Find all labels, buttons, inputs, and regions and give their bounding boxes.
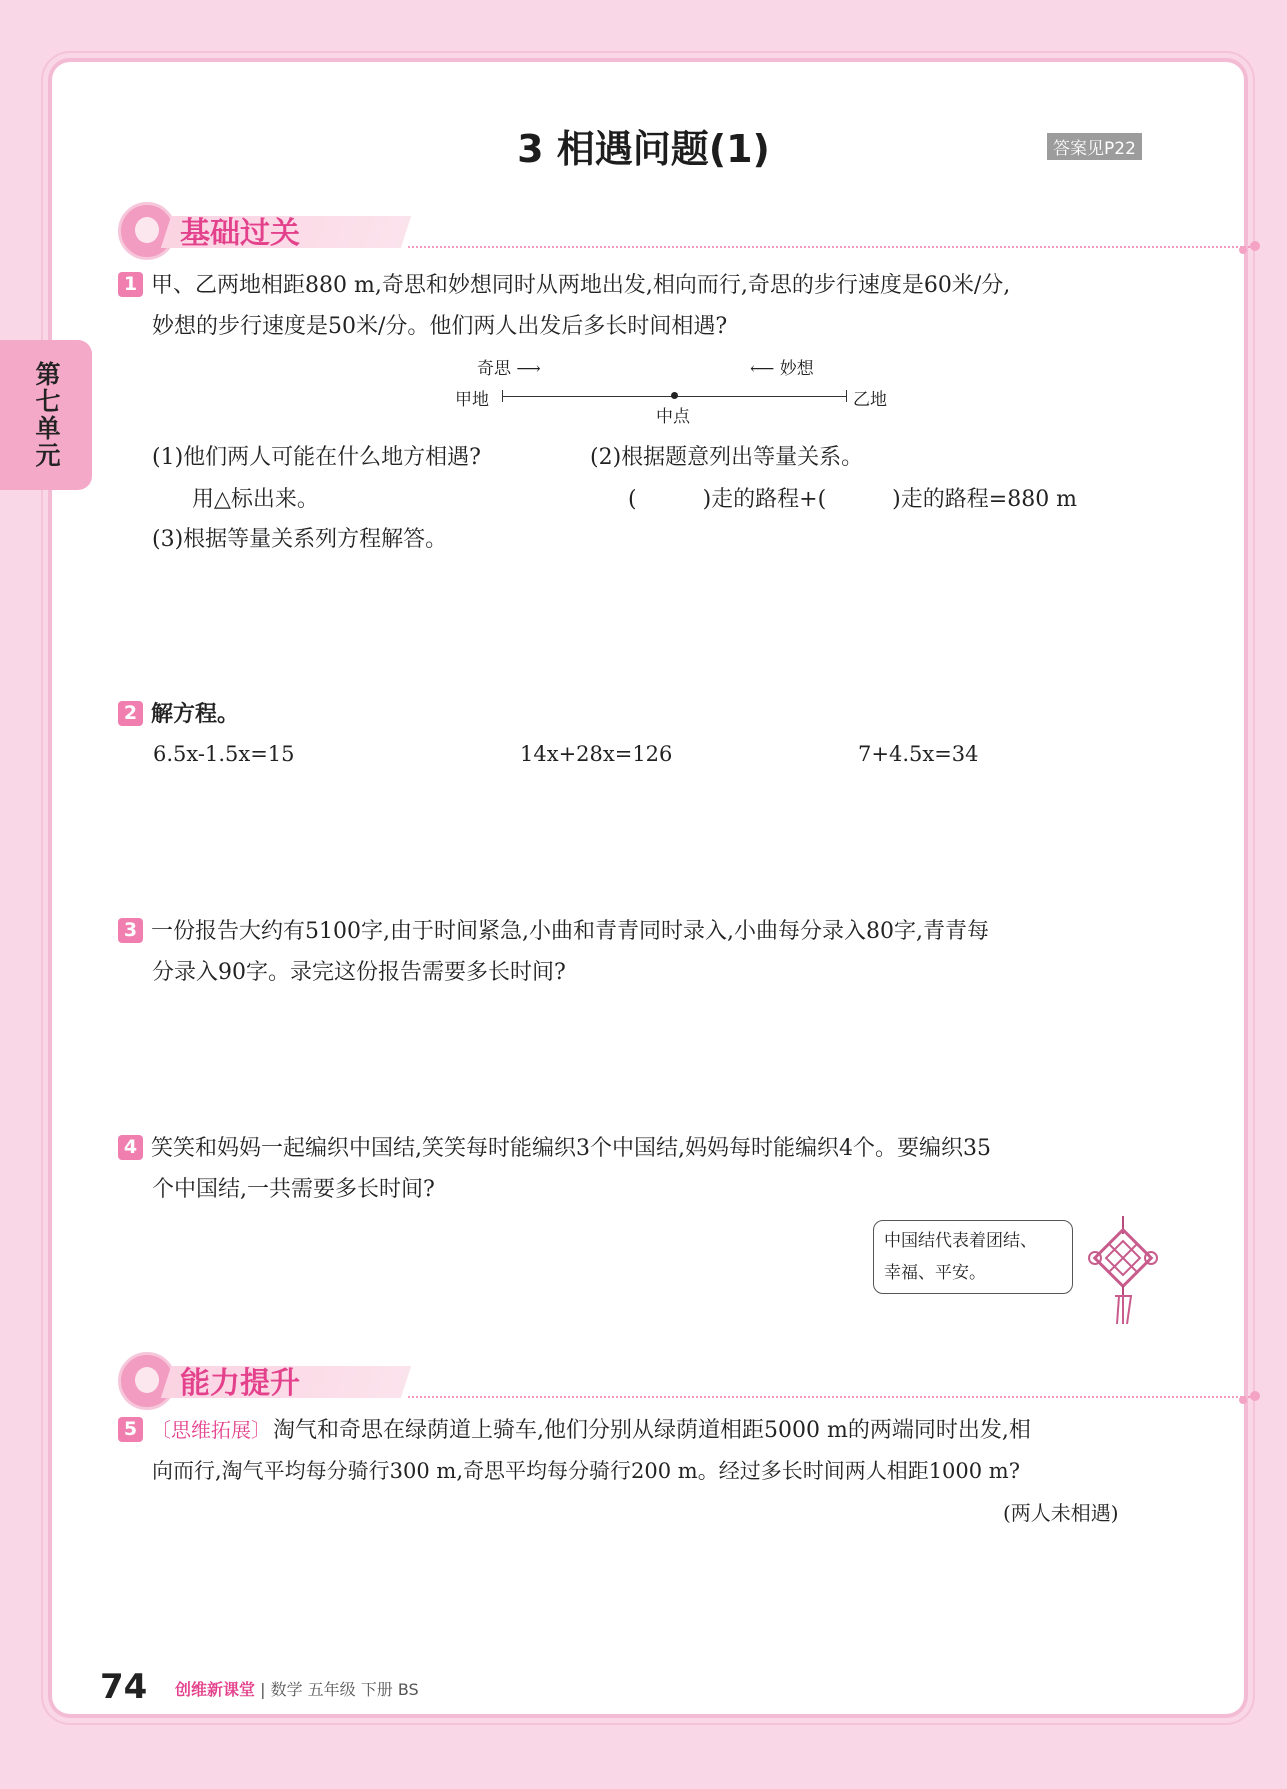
diagram-left-place: 甲地 — [455, 390, 489, 410]
question-number-badge: 2 — [118, 701, 143, 726]
question-1 — [118, 265, 1158, 347]
q1-sub3: (3)根据等量关系列方程解答。 — [152, 527, 448, 552]
footer-info — [175, 1677, 419, 1700]
diagram-midpoint-dot — [671, 392, 678, 399]
page-title: 3 相遇问题(1) — [517, 127, 770, 171]
speech-bubble — [873, 1220, 1073, 1294]
dotted-divider — [408, 246, 1258, 248]
question-5 — [118, 1410, 1158, 1492]
question-number-badge: 4 — [118, 1135, 143, 1160]
footer-details: | 数学 五年级 下册 BS — [260, 1680, 419, 1699]
section-header-basic — [118, 200, 1148, 260]
section-title: 能力提升 — [180, 1366, 300, 1401]
question-number-badge: 5 — [118, 1417, 143, 1442]
bubble-line: 中国结代表着团结、 — [884, 1231, 1037, 1251]
footer-brand: 创维新课堂 — [175, 1680, 256, 1699]
equation-2: 14x+28x=126 — [520, 742, 673, 766]
question-number-badge: 3 — [118, 918, 143, 943]
bubble-line: 幸福、平安。 — [884, 1263, 986, 1283]
unit-side-tab — [0, 340, 92, 490]
question-text: 分录入90字。录完这份报告需要多长时间? — [152, 960, 566, 985]
diagram-right-tick — [846, 390, 847, 402]
question-text: 淘气和奇思在绿荫道上骑车,他们分别从绿荫道相距5000 m的两端同时出发,相 — [273, 1418, 1031, 1443]
question-text: 个中国结,一共需要多长时间? — [152, 1177, 435, 1202]
question-text: 甲、乙两地相距880 m,奇思和妙想同时从两地出发,相向而行,奇思的步行速度是60米/分, — [151, 273, 1011, 298]
meeting-diagram — [450, 350, 910, 430]
question-text: 妙想的步行速度是50米/分。他们两人出发后多长时间相遇? — [152, 314, 728, 339]
section-title: 基础过关 — [180, 216, 300, 251]
question-text: 笑笑和妈妈一起编织中国结,笑笑每时能编织3个中国结,妈妈每时能编织4个。要编织35 — [151, 1136, 991, 1161]
question-3 — [118, 911, 1158, 993]
question-note: (两人未相遇) — [1003, 1501, 1119, 1525]
page-number: 74 — [100, 1667, 148, 1707]
q1-sub1-instruction: 用△标出来。 — [192, 487, 319, 512]
question-tag: 〔思维拓展〕 — [151, 1418, 271, 1442]
q1-sub2: (2)根据题意列出等量关系。 — [590, 445, 864, 470]
dotted-divider — [408, 1396, 1258, 1398]
diagram-right-walker: ⟵ 妙想 — [750, 359, 814, 379]
diagram-midpoint-label: 中点 — [656, 407, 690, 427]
question-text: 一份报告大约有5100字,由于时间紧急,小曲和青青同时录入,小曲每分录入80字,青青每 — [151, 919, 989, 944]
question-4 — [118, 1128, 1158, 1210]
unit-label: 第七单元 — [32, 361, 61, 469]
chinese-knot-icon — [1083, 1216, 1163, 1326]
answer-reference-badge: 答案见P22 — [1047, 133, 1142, 160]
diagram-left-walker: 奇思 ⟶ — [477, 359, 541, 379]
question-text: 解方程。 — [151, 702, 240, 727]
q1-sub2-relation: ( )走的路程+( )走的路程=880 m — [628, 487, 1078, 512]
diagram-right-place: 乙地 — [853, 390, 887, 410]
question-number-badge: 1 — [118, 272, 143, 297]
section-header-advanced — [118, 1350, 1148, 1410]
equation-3: 7+4.5x=34 — [858, 742, 979, 766]
q1-sub1: (1)他们两人可能在什么地方相遇? — [152, 445, 481, 470]
question-2 — [118, 694, 1158, 735]
equation-1: 6.5x-1.5x=15 — [153, 742, 295, 766]
question-text: 向而行,淘气平均每分骑行300 m,奇思平均每分骑行200 m。经过多长时间两人相距1000 m? — [152, 1459, 1020, 1483]
